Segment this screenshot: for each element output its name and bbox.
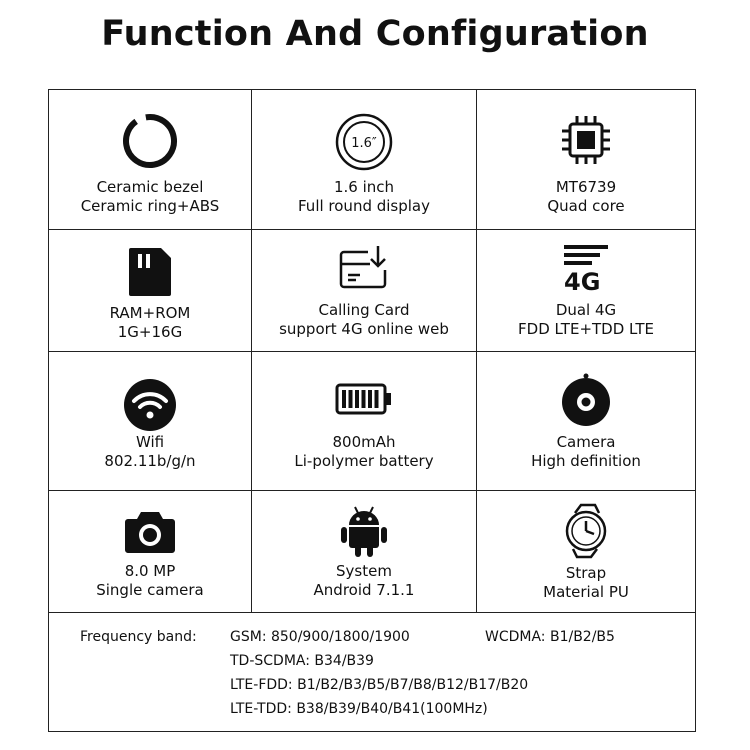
feature-cell-memory [49,230,252,352]
4g-icon [477,242,695,294]
feature-detail: Li-polymer battery [294,452,434,470]
camera-icon [49,509,251,555]
webcam-icon [477,372,695,428]
wcdma-bands: WCDMA: B1/B2/B5 [485,629,615,645]
feature-cell-main-camera [49,491,252,612]
feature-cell-battery [252,352,477,491]
frequency-band-section [48,612,696,732]
feature-detail: Ceramic ring+ABS [80,197,220,215]
feature-label: Calling Card [318,301,410,319]
feature-detail: High definition [531,452,641,470]
chip-icon [477,114,695,166]
round-display-icon [252,112,476,172]
feature-label: Wifi [135,433,165,451]
4g-text: 4G [564,268,601,294]
feature-cell-display [252,90,477,230]
feature-cell-bezel [49,90,252,230]
sd-card-icon [49,246,251,298]
feature-cell-strap [477,491,695,612]
feature-label: RAM+ROM [109,304,191,322]
feature-detail: Full round display [298,197,430,215]
feature-label: MT6739 [555,178,617,196]
feature-detail: Android 7.1.1 [313,581,415,599]
ring-icon [49,112,251,170]
feature-label: Camera [556,433,616,451]
calling-card-icon [252,244,476,292]
feature-grid [48,89,696,613]
feature-detail: 1G+16G [117,323,183,341]
feature-cell-camera-hd [477,352,695,491]
wifi-icon [49,378,251,432]
page-title: Function And Configuration [101,14,649,54]
feature-detail: support 4G online web [279,320,449,338]
watch-icon [477,503,695,559]
feature-cell-cpu [477,90,695,230]
feature-detail: FDD LTE+TDD LTE [518,320,654,338]
display-size-text: 1.6″ [351,136,377,151]
feature-label: Ceramic bezel [96,178,204,196]
tdscdma-bands: TD-SCDMA: B34/B39 [230,653,374,669]
lte-fdd-bands: LTE-FDD: B1/B2/B3/B5/B7/B8/B12/B17/B20 [230,677,529,693]
feature-label: Dual 4G [555,301,617,319]
feature-cell-4g [477,230,695,352]
battery-icon [252,382,476,416]
feature-detail: 802.11b/g/n [104,452,196,470]
lte-tdd-bands: LTE-TDD: B38/B39/B40/B41(100MHz) [230,701,488,717]
feature-detail: Quad core [547,197,625,215]
feature-label: 800mAh [332,433,396,451]
feature-detail: Single camera [96,581,204,599]
feature-label: 8.0 MP [124,562,176,580]
frequency-label: Frequency band: [80,629,197,645]
gsm-bands: GSM: 850/900/1800/1900 [230,629,410,645]
feature-cell-calling-card [252,230,477,352]
feature-cell-system [252,491,477,612]
feature-detail: Material PU [543,583,629,601]
feature-cell-wifi [49,352,252,491]
feature-label: 1.6 inch [333,178,395,196]
feature-label: System [336,562,392,580]
feature-label: Strap [565,564,607,582]
android-icon [252,505,476,559]
